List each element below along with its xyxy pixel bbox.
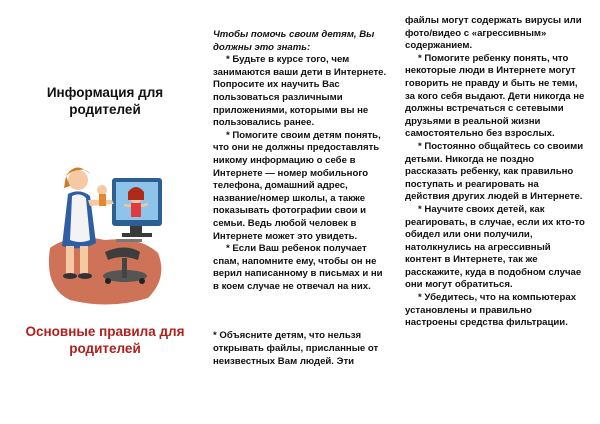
section-subtitle: Основные правила для родителей [25,324,185,356]
rule-paragraph: * Постоянно общайтесь со своими детьми. Никогда не поздно рассказать ребенку, как правильно поступать и реагировать на действия других людей в Интернете. [405,140,584,203]
rule-paragraph: * Будьте в курсе того, чем занимаются ваши дети в Интернете. Попросите их научить Вас пользоваться различными приложениями, которыми вы не пользовались ранее. [213,54,387,129]
rule-paragraph: * Убедитесь, что на компьютерах установлены и правильно настроены средства фильтрации. [405,292,577,329]
middle-column [213,29,389,368]
rule-paragraph: * Если Ваш ребенок получает спам, напомните ему, чтобы он не верил написанному в письмах и ни в коем случае не отвечал на них. [213,243,383,292]
rule-paragraph: * Помогите своим детям понять, что они не должны предоставлять никому информацию о себе в Интернете — номер мобильного телефона, домашний адрес, название/номер школы, а также показывать фотографии свои и семьи. Ведь любой человек в Интернете может это увидеть. [213,129,381,242]
page-title: Информация для родителей [46,85,164,117]
rule-paragraph: * Научите своих детей, как реагировать, в случае, если их кто-то обидел или они получили, натолкнулись на агрессивный контент в Интернете, так же расскажите, куда в подобном случае они могут обратиться. [405,203,585,291]
rule-paragraph: * Объясните детям, что нельзя открывать файлы, присланные от неизвестных Вам людей. Эти [213,330,379,367]
right-column [405,15,585,330]
rule-paragraph: * Помогите ребенку понять, что некоторые люди в Интернете могут говорить не правду и быть не теми, за кого себя выдают. Дети никогда не должны встречаться с сетевыми друзьями в реальной жизни самостоятельно без взрослых. [405,52,585,140]
intro-text: Чтобы помочь своим детям, Вы должны это знать: [213,29,375,53]
parent-child-computer-illustration [30,148,170,313]
rule-paragraph: файлы могут содержать вирусы или фото/видео с «агрессивным» содержанием. [405,15,582,52]
